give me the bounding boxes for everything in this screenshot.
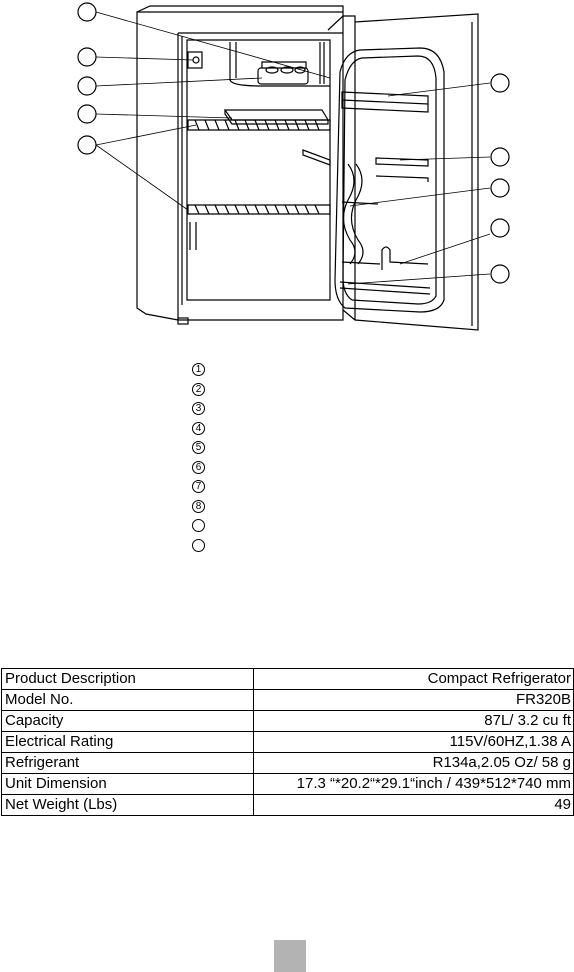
callout-1 <box>78 3 96 21</box>
legend-number: 6 <box>192 461 205 474</box>
spec-label: Net Weight (Lbs) <box>2 795 254 816</box>
legend-number <box>192 519 205 532</box>
spec-label: Unit Dimension <box>2 774 254 795</box>
legend-item <box>192 536 232 556</box>
lower-shelf <box>188 205 330 214</box>
legend-number: 4 <box>192 422 205 435</box>
table-row <box>2 795 574 816</box>
can-rack <box>342 164 380 264</box>
legend-item <box>192 438 232 458</box>
legend-item <box>192 516 232 536</box>
bottle-holder <box>340 247 430 294</box>
table-row <box>2 690 574 711</box>
callout-7 <box>491 148 509 166</box>
table-row <box>2 774 574 795</box>
parts-legend <box>192 360 232 555</box>
leader-lines <box>96 12 490 284</box>
legend-number: 5 <box>192 441 205 454</box>
legend-number <box>192 539 205 552</box>
table-row <box>2 732 574 753</box>
door-shelf-middle <box>376 158 428 182</box>
cabinet <box>137 6 343 324</box>
table-row <box>2 753 574 774</box>
legend-item <box>192 380 232 400</box>
table-row <box>2 711 574 732</box>
spec-value: 17.3 “*20.2“*29.1“inch / 439*512*740 mm <box>254 774 574 795</box>
refrigerator-diagram <box>0 0 574 340</box>
spec-value: R134a,2.05 Oz/ 58 g <box>254 753 574 774</box>
spec-label: Refrigerant <box>2 753 254 774</box>
legend-number: 2 <box>192 383 205 396</box>
spec-label: Capacity <box>2 711 254 732</box>
spec-value: 115V/60HZ,1.38 A <box>254 732 574 753</box>
legend-item <box>192 497 232 517</box>
upper-shelf <box>188 120 330 130</box>
callout-10 <box>491 265 509 283</box>
legend-number: 3 <box>192 402 205 415</box>
callout-6 <box>491 74 509 92</box>
legend-number: 7 <box>192 480 205 493</box>
callout-2 <box>78 48 96 66</box>
spec-value: FR320B <box>254 690 574 711</box>
spec-value: Compact Refrigerator <box>254 669 574 690</box>
legend-item <box>192 419 232 439</box>
drip-tray <box>225 110 328 124</box>
spec-label: Model No. <box>2 690 254 711</box>
legend-item <box>192 399 232 419</box>
legend-item <box>192 477 232 497</box>
callout-4 <box>78 105 96 123</box>
callout-9 <box>491 219 509 237</box>
spec-label: Product Description <box>2 669 254 690</box>
legend-number: 1 <box>192 363 205 376</box>
callout-8 <box>491 179 509 197</box>
spec-value: 49 <box>254 795 574 816</box>
page-marker <box>274 940 306 972</box>
callout-3 <box>78 77 96 95</box>
legend-number: 8 <box>192 500 205 513</box>
legend-item <box>192 458 232 478</box>
table-row <box>2 669 574 690</box>
spec-value: 87L/ 3.2 cu ft <box>254 711 574 732</box>
spec-label: Electrical Rating <box>2 732 254 753</box>
callout-5 <box>78 136 96 154</box>
legend-item <box>192 360 232 380</box>
specifications-table <box>1 668 574 816</box>
